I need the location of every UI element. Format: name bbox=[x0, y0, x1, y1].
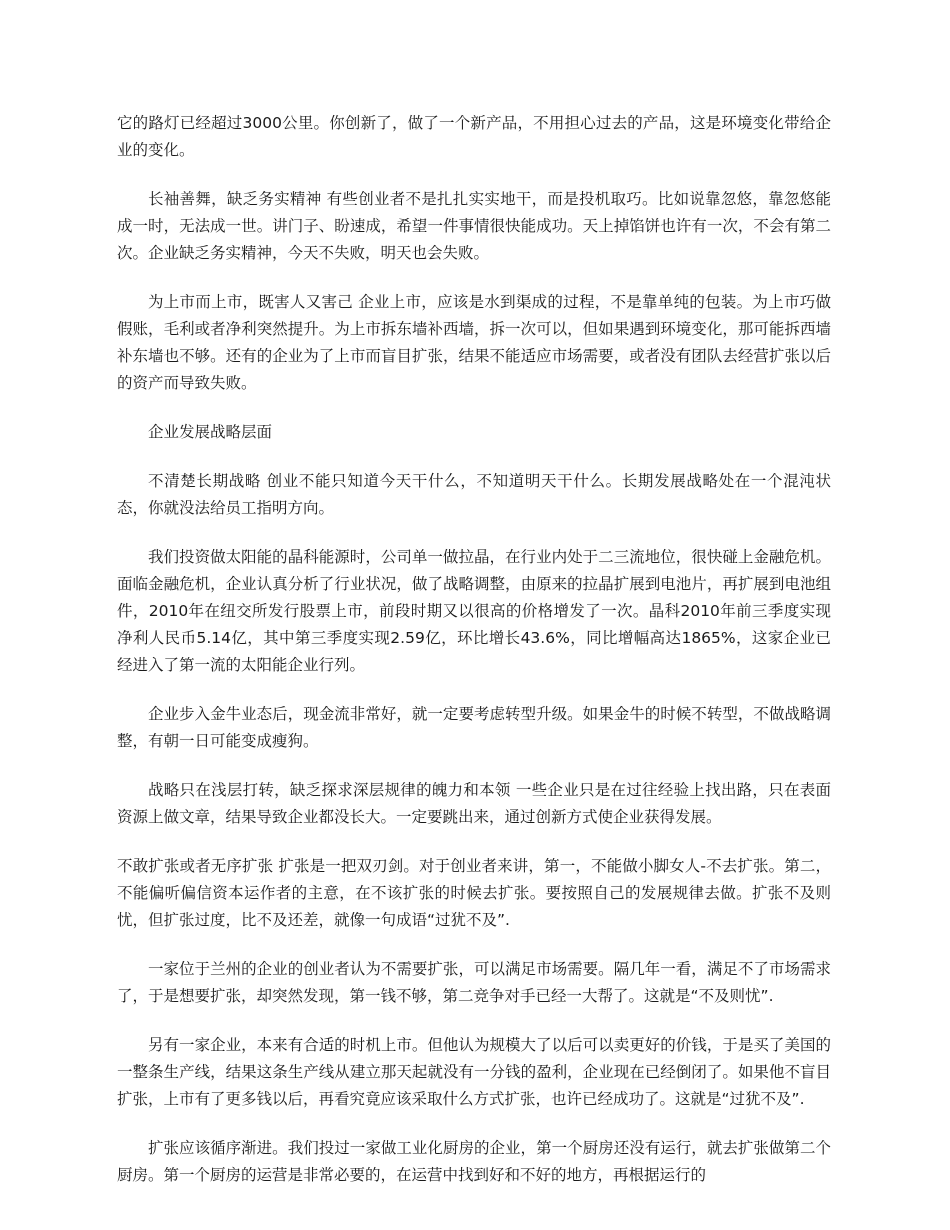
paragraph-6: 我们投资做太阳能的晶科能源时，公司单一做拉晶，在行业内处于二三流地位，很快碰上金融危机。面临金融危机，企业认真分析了行业状况，做了战略调整，由原来的拉晶扩展到电池片，再扩展到电池组件，2010年在纽交所发行股票上市，前段时期又以很高的价格增发了一次。晶科2010年前三季度实现净利人民币5.14亿，其中第三季度实现2.59亿，环比增长43.6%，同比增幅高达1865%，这家企业已经进入了第一流的太阳能企业行列。 bbox=[117, 548, 831, 674]
section-heading: 企业发展战略层面 bbox=[148, 423, 273, 441]
paragraph-2: 长袖善舞，缺乏务实精神 有些创业者不是扎扎实实地干，而是投机取巧。比如说靠忽悠，靠忽悠能成一时，无法成一世。讲门子、盼速成，希望一件事情很快能成功。天上掉馅饼也许有一次，不会有第二次。企业缺乏务实精神，今天不失败，明天也会失败。 bbox=[117, 190, 831, 262]
paragraph-12: 扩张应该循序渐进。我们投过一家做工业化厨房的企业，第一个厨房还没有运行，就去扩张做第二个厨房。第一个厨房的运营是非常必要的，在运营中找到好和不好的地方，再根据运行的 bbox=[117, 1139, 831, 1184]
paragraph-3: 为上市而上市，既害人又害己 企业上市，应该是水到渠成的过程，不是靠单纯的包装。为上市巧做假账，毛利或者净利突然提升。为上市拆东墙补西墙，拆一次可以，但如果遇到环境变化，那可能拆西墙补东墙也不够。还有的企业为了上市而盲目扩张，结果不能适应市场需要，或者没有团队去经营扩张以后的资产而导致失败。 bbox=[117, 293, 831, 392]
paragraph-1: 它的路灯已经超过3000公里。你创新了，做了一个新产品，不用担心过去的产品，这是环境变化带给企业的变化。 bbox=[117, 114, 831, 159]
document-body bbox=[117, 110, 831, 1211]
paragraph-8: 战略只在浅层打转，缺乏探求深层规律的魄力和本领 一些企业只是在过往经验上找出路，只在表面资源上做文章，结果导致企业都没长大。一定要跳出来，通过创新方式使企业获得发展。 bbox=[117, 781, 831, 826]
paragraph-11: 另有一家企业，本来有合适的时机上市。但他认为规模大了以后可以卖更好的价钱，于是买了美国的一整条生产线，结果这条生产线从建立那天起就没有一分钱的盈利，企业现在已经倒闭了。如果他不盲目扩张，上市有了更多钱以后，再看究竟应该采取什么方式扩张，也许已经成功了。这就是“过犹不及”. bbox=[117, 1036, 831, 1108]
paragraph-9: 不敢扩张或者无序扩张 扩张是一把双刃剑。对于创业者来讲，第一，不能做小脚女人-不去扩张。第二，不能偏听偏信资本运作者的主意，在不该扩张的时候去扩张。要按照自己的发展规律去做。扩张不及则忧，但扩张过度，比不及还差，就像一句成语“过犹不及”. bbox=[117, 857, 831, 929]
paragraph-10: 一家位于兰州的企业的创业者认为不需要扩张，可以满足市场需要。隔几年一看，满足不了市场需求了，于是想要扩张，却突然发现，第一钱不够，第二竞争对手已经一大帮了。这就是“不及则忧”. bbox=[117, 960, 831, 1005]
paragraph-5: 不清楚长期战略 创业不能只知道今天干什么，不知道明天干什么。长期发展战略处在一个混沌状态，你就没法给员工指明方向。 bbox=[117, 472, 831, 517]
paragraph-7: 企业步入金牛业态后，现金流非常好，就一定要考虑转型升级。如果金牛的时候不转型，不做战略调整，有朝一日可能变成瘦狗。 bbox=[117, 705, 831, 750]
